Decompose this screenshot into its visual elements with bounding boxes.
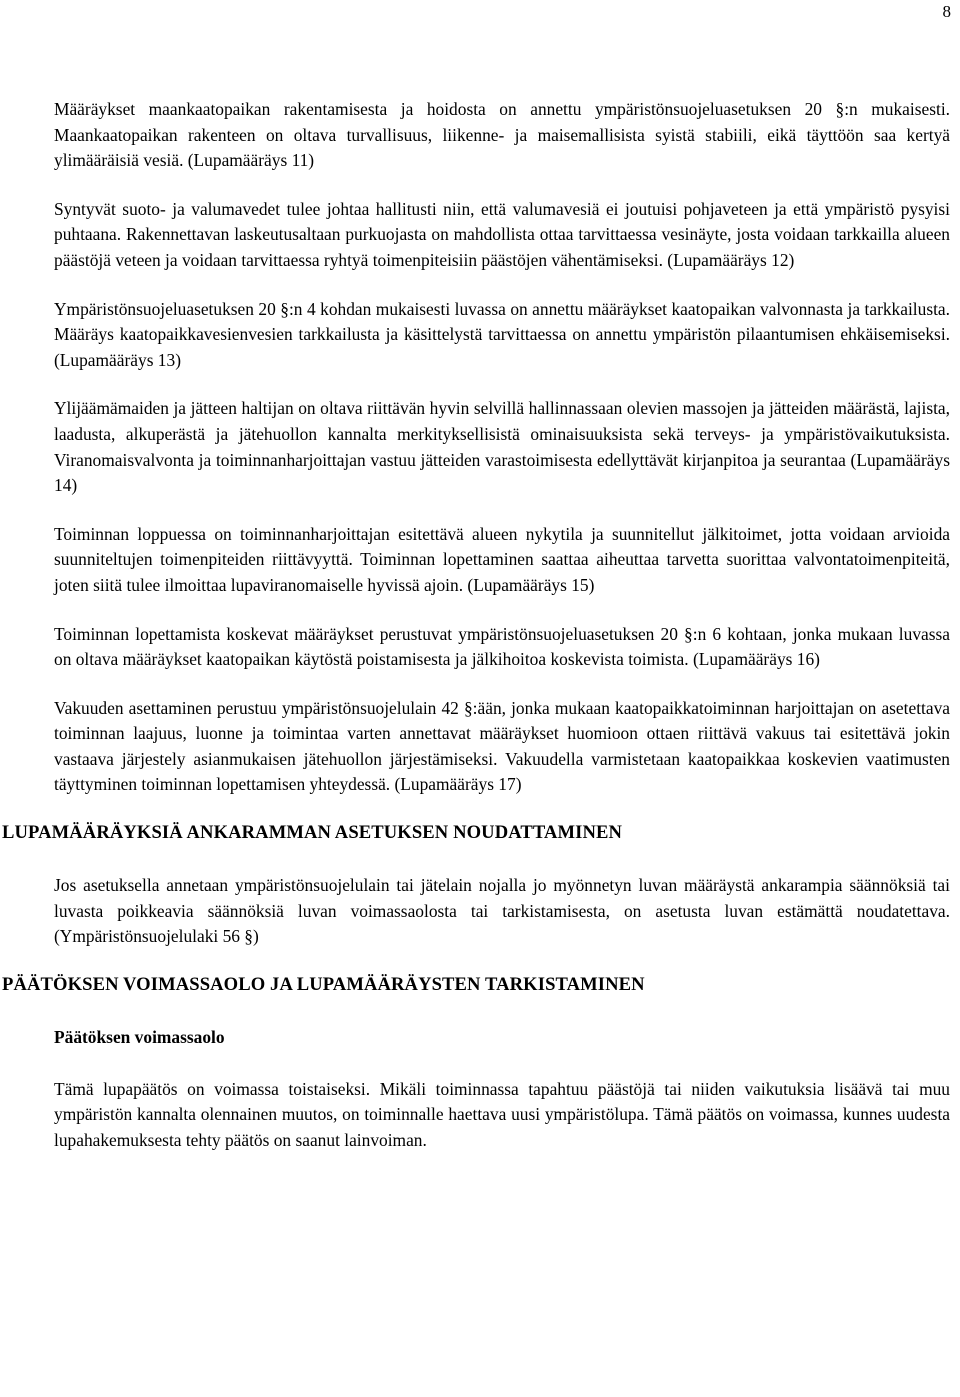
- subheading-paatoksen-voimassaolo: Päätöksen voimassaolo: [54, 1026, 225, 1047]
- section-heading-voimassaolo: PÄÄTÖKSEN VOIMASSAOLO JA LUPAMÄÄRÄYSTEN TARKISTAMINEN: [2, 973, 645, 995]
- paragraph-lupamaarays-12: Syntyvät suoto- ja valumavedet tulee johtaa hallitusti niin, että valumavesiä ei joutuisi pohjaveteen ja että ympäristö pysyisi puhtaana. Rakennettavan laskeutusaltaan purkuojasta on mahdollista ottaa tarvittaessa vesinäyte, josta voidaan tarkkailla alueen päästöjä veteen ja voidaan tarvittaessa ryhtyä toimenpiteisiin päästöjen vähentämiseksi. (Lupamääräys 12): [54, 198, 950, 270]
- paragraph-voimassaolo: Tämä lupapäätös on voimassa toistaiseksi. Mikäli toiminnassa tapahtuu päästöjä tai niiden vaikutuksia lisäävä tai muu ympäristön kannalta olennainen muutos, on toiminnalle haettava uusi ympäristölupa. Tämä päätös on voimassa, kunnes uudesta lupahakemuksesta tehty päätös on saanut lainvoiman.: [54, 1078, 950, 1151]
- paragraph-lupamaarays-15: Toiminnan loppuessa on toiminnanharjoittajan esitettävä alueen nykytila ja suunnitellut jälkitoimet, jotta voidaan arvioida suunniteltujen toimenpiteiden riittävyyttä. Toiminnan lopettaminen saattaa aiheuttaa tarvetta suorittaa valvontatoimenpiteitä, joten siitä tulee ilmoittaa lupaviranomaiselle hyvissä ajoin. (Lupamääräys 15): [54, 523, 950, 595]
- document-body: [0, 97, 960, 1177]
- section-heading-ankarampi-asetus: LUPAMÄÄRÄYKSIÄ ANKARAMMAN ASETUKSEN NOUDATTAMINEN: [2, 822, 623, 844]
- paragraph-lupamaarays-16: Toiminnan lopettamista koskevat määräykset perustuvat ympäristönsuojeluasetuksen 20 §:n 6 kohtaan, jonka mukaan luvassa on oltava määräykset kaatopaikan käytöstä poistamisesta ja jälkihoitoa koskevista toimista. (Lupamääräys 16): [54, 623, 950, 670]
- paragraph-lupamaarays-13: Ympäristönsuojeluasetuksen 20 §:n 4 kohdan mukaisesti luvassa on annettu määräykset kaatopaikan valvonnasta ja tarkkailusta. Määräys kaatopaikkavesienvesien tarkkailusta ja käsittelystä tarvittaessa on annettu ympäristön pilaantumisen ehkäisemiseksi. (Lupamääräys 13): [54, 298, 950, 370]
- paragraph-lupamaarays-17: Vakuuden asettaminen perustuu ympäristönsuojelulain 42 §:ään, jonka mukaan kaatopaikkatoiminnan harjoittajan on asetettava toiminnan laajuus, luonne ja toimintaa varten annettavat määräykset huomioon ottaen riittävä vakuus tai esitettävä jokin vastaava järjestely asianmukaisen jätehuollon järjestämiseksi. Vakuudella varmistetaan kaatopaikkaa koskevien vaatimusten täyttyminen toiminnan lopettamisen yhteydessä. (Lupamääräys 17): [54, 697, 950, 795]
- paragraph-lupamaarays-11: Määräykset maankaatopaikan rakentamisesta ja hoidosta on annettu ympäristönsuojeluasetuksen 20 §:n mukaisesti. Maankaatopaikan rakenteen on oltava turvallisuus, liikenne- ja maisemallisista syistä stabiili, eikä täyttöön saa kertyä ylimääräisiä vesiä. (Lupamääräys 11): [54, 99, 950, 171]
- paragraph-ymparistonsuojelulaki-56: Jos asetuksella annetaan ympäristönsuojelulain tai jätelain nojalla jo myönnetyn luvan määräystä ankarampia säännöksiä tai luvasta poikkeavia säännöksiä luvan voimassaolosta tai tarkistamisesta, on asetusta luvan estämättä noudatettava. (Ympäristönsuojelulaki 56 §): [54, 875, 950, 947]
- paragraph-lupamaarays-14: Ylijäämämaiden ja jätteen haltijan on oltava riittävän hyvin selvillä hallinnassaan olevien massojen ja jätteiden määrästä, lajista, laadusta, alkuperästä ja jätehuollon kannalta merkityksellisistä ominaisuuksista sekä terveys- ja ympäristövaikutuksista. Viranomaisvalvonta ja toiminnanharjoittajan vastuu jätteiden varastoimisesta edellyttävät kirjanpitoa ja seurantaa (Lupamääräys 14): [54, 398, 950, 496]
- page-number: 8: [942, 2, 951, 21]
